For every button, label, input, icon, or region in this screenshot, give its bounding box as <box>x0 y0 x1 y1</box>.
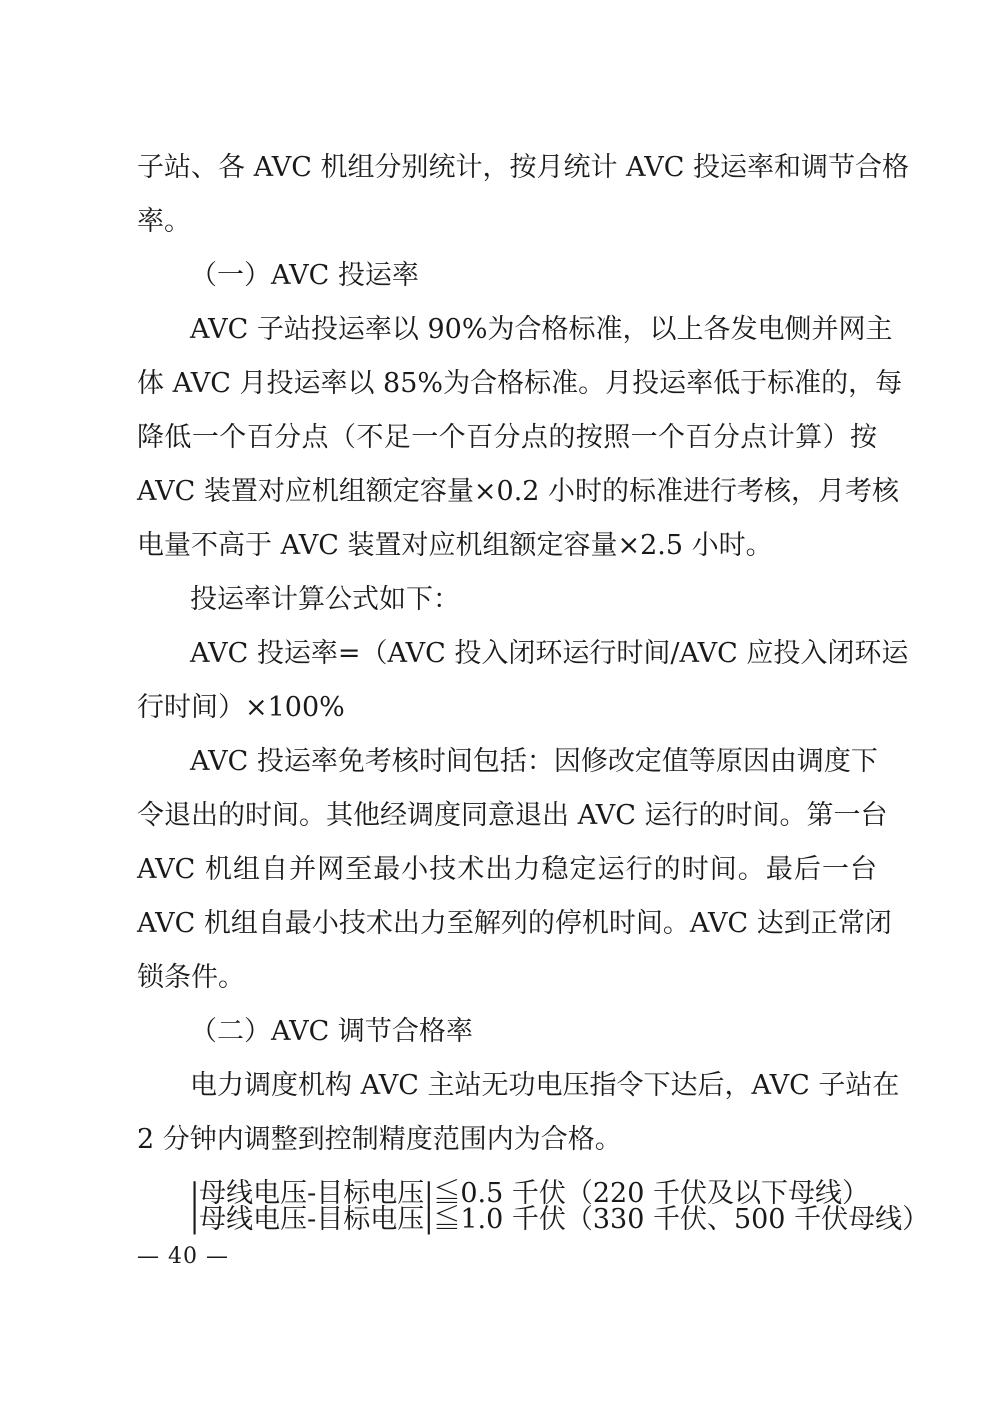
paragraph-line: 锁条件。 <box>137 962 245 993</box>
paragraph-line: 体 AVC 月投运率以 85%为合格标准。月投运率低于标准的，每 <box>137 368 903 399</box>
page-number: — 40 — <box>137 1244 229 1269</box>
paragraph-line: 降低一个百分点（不足一个百分点的按照一个百分点计算）按 <box>137 422 877 453</box>
section-heading: （二）AVC 调节合格率 <box>190 1016 473 1047</box>
paragraph-line: 电量不高于 AVC 装置对应机组额定容量×2.5 小时。 <box>137 530 773 561</box>
paragraph-line: 投运率计算公式如下： <box>190 584 460 615</box>
paragraph-line: 令退出的时间。其他经调度同意退出 AVC 运行的时间。第一台 <box>137 800 888 831</box>
section-heading: （一）AVC 投运率 <box>190 260 419 291</box>
formula-line: 行时间）×100% <box>137 692 345 723</box>
paragraph-line: 2 分钟内调整到控制精度范围内为合格。 <box>137 1124 622 1155</box>
paragraph-line: AVC 机组自并网至最小技术出力稳定运行的时间。最后一台 <box>137 854 877 885</box>
paragraph-line: 率。 <box>137 206 191 237</box>
paragraph-line: 子站、各 AVC 机组分别统计，按月统计 AVC 投运率和调节合格 <box>137 152 909 183</box>
formula-line: |母线电压-目标电压|≦1.0 千伏（330 千伏、500 千伏母线） <box>190 1204 930 1235</box>
paragraph-line: 电力调度机构 AVC 主站无功电压指令下达后，AVC 子站在 <box>190 1070 900 1101</box>
paragraph-line: AVC 机组自最小技术出力至解列的停机时间。AVC 达到正常闭 <box>137 908 892 939</box>
formula-line: AVC 投运率=（AVC 投入闭环运行时间/AVC 应投入闭环运 <box>190 638 909 669</box>
paragraph-line: AVC 装置对应机组额定容量×0.2 小时的标准进行考核，月考核 <box>137 476 900 507</box>
paragraph-line: AVC 子站投运率以 90%为合格标准，以上各发电侧并网主 <box>190 314 893 345</box>
formula-line: |母线电压-目标电压|≦0.5 千伏（220 千伏及以下母线） <box>190 1178 869 1209</box>
paragraph-line: AVC 投运率免考核时间包括：因修改定值等原因由调度下 <box>190 746 878 777</box>
